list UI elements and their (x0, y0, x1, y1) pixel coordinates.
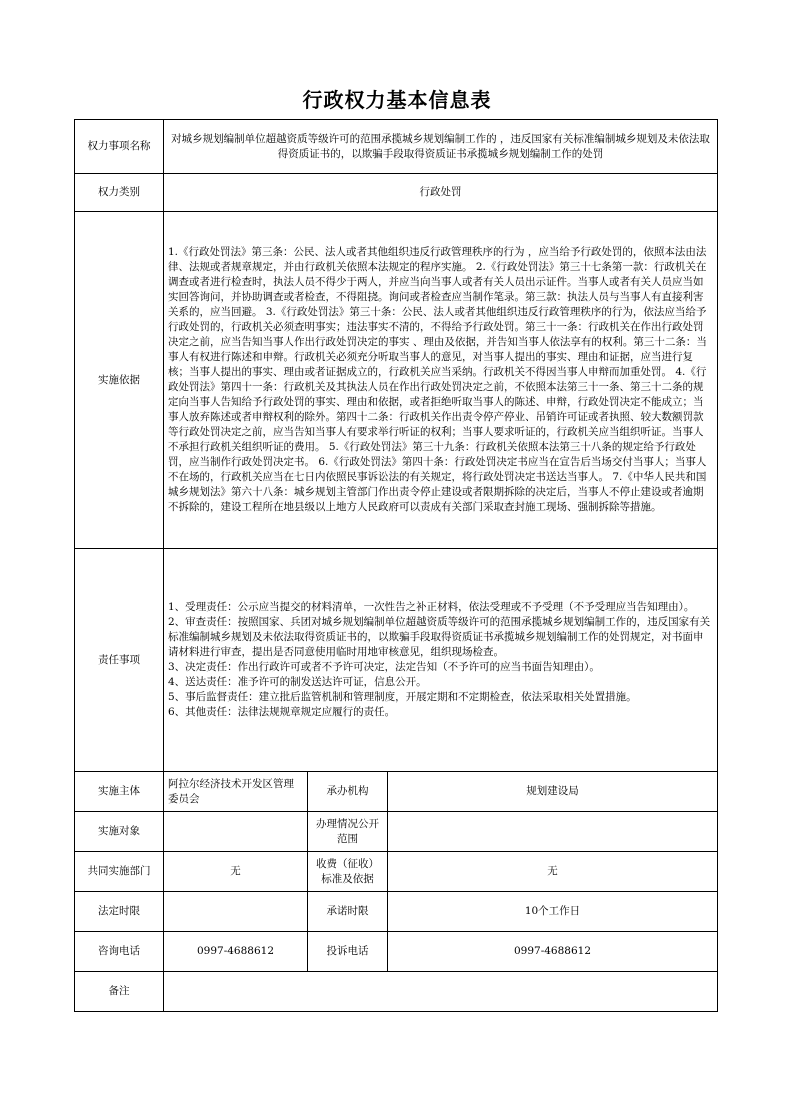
promise-label: 承诺时限 (308, 892, 388, 932)
page-title: 行政权力基本信息表 (302, 88, 492, 112)
row-subject (75, 772, 718, 812)
disclosure-value (388, 812, 718, 852)
target-label: 实施对象 (75, 812, 164, 852)
row-basis (75, 212, 718, 549)
row-target (75, 812, 718, 852)
promise-value: 10个工作日 (388, 892, 718, 932)
fee-value: 无 (388, 852, 718, 892)
joint-label: 共同实施部门 (75, 852, 164, 892)
row-joint (75, 852, 718, 892)
duties-label: 责任事项 (75, 549, 164, 772)
contact-phone: 0997-4688612 (164, 932, 308, 972)
duty-item: 5、事后监督责任：建立批后监管机制和管理制度，开展定期和不定期检查，依法采取相关处置措施。 (168, 691, 637, 703)
remark-value (164, 972, 718, 1012)
duty-item: 6、其他责任：法律法规规章规定应履行的责任。 (168, 706, 396, 718)
time-limit-label: 法定时限 (75, 892, 164, 932)
row-remark (75, 972, 718, 1012)
remark-label: 备注 (75, 972, 164, 1012)
subject-value: 阿拉尔经济技术开发区管理委员会 (164, 772, 308, 812)
fee-label: 收费（征收）标准及依据 (308, 852, 388, 892)
subject-label: 实施主体 (75, 772, 164, 812)
basis-value: 1.《行政处罚法》第三条：公民、法人或者其他组织违反行政管理秩序的行为 ，应当给予行政处罚的，依照本法由法律、法规或者规章规定，并由行政机关依照本法规定的程序实施。 2.《行政处罚法》第三十七条第一款：行政机关在调查或者进行检查时，执法人员不得少于两人，并应当向当事人或者有关人员出示证件。当事人或者有关人员应当如实回答询问，并协助调查或者检查，不得阻挠。询问或者检查应当制作笔录。第三款：执法人员与当事人有直接利害关系的，应当回避。 3.《行政处罚法》第三十条：公民、法人或者其他组织违反行政管理秩序的行为，依法应当给予行政处罚的，行政机关必须查明事实；违法事实不清的，不得给予行政处罚。第三十一条：行政机关在作出行政处罚决定之前，应当告知当事人作出行政处罚决定的事实 、理由及依据，并告知当事人依法享有的权利。第三十二条：当事人有权进行陈述和申辩。行政机关必须充分听取当事人的意见，对当事人提出的事实、理由和证据，应当进行复核；当事人提出的事实、理由或者证据成立的，行政机关应当采纳。行政机关不得因当事人申辩而加重处罚。 4.《行政处罚法》第四十一条：行政机关及其执法人员在作出行政处罚决定之前，不依照本法第三十一条、第三十二条的规定向当事人告知给予行政处罚的事实、理由和依据，或者拒绝听取当事人的陈述、申辩，行政处罚决定不能成立；当事人放弃陈述或者申辩权利的除外。第四十二条：行政机关作出责令停产停业、吊销许可证或者执照、较大数额罚款等行政处罚决定之前，应当告知当事人有要求举行听证的权利；当事人要求听证的，行政机关应当组织听证。当事人不承担行政机关组织听证的费用。 5.《行政处罚法》第三十九条：行政机关依照本法第三十八条的规定给予行政处罚，应当制作行政处罚决定书。 6.《行政处罚法》第四十条：行政处罚决定书应当在宣告后当场交付当事人；当事人不在场的，行政机关应当在七日内依照民事诉讼法的有关规定，将行政处罚决定书送达当事人。 7.《中华人民共和国城乡规划法》第六十八条：城乡规划主管部门作出责令停止建设或者限期拆除的决定后，当事人不停止建设或者逾期不拆除的，建设工程所在地县级以上地方人民政府可以责成有关部门采取查封施工现场、强制拆除等措施。 (164, 212, 718, 549)
contact-label: 咨询电话 (75, 932, 164, 972)
basis-label: 实施依据 (75, 212, 164, 549)
row-power-category (75, 174, 718, 212)
power-category-label: 权力类别 (75, 174, 164, 212)
row-power-name (75, 120, 718, 174)
time-limit-value (164, 892, 308, 932)
duty-item: 2、审查责任：按照国家、兵团对城乡规划编制单位超越资质等级许可的范围承揽城乡规划编制工作的，违反国家有关标准编制城乡规划及未依法取得资质证书的，以欺骗手段取得资质证书承揽城乡规划编制工作的处罚规定，对书面申请材料进行审查，提出是否同意使用临时用地审核意见，组织现场检查。 (168, 616, 711, 658)
org-label: 承办机构 (308, 772, 388, 812)
joint-value: 无 (164, 852, 308, 892)
duty-item: 3、决定责任：作出行政许可或者不予许可决定，法定告知（不予许可的应当书面告知理由）。 (168, 661, 600, 673)
duty-item: 1、受理责任：公示应当提交的材料清单，一次性告之补正材料，依法受理或不予受理（不予受理应当告知理由）。 (168, 601, 695, 613)
duty-item: 4、送达责任：准予许可的制发送达许可证，信息公开。 (168, 676, 427, 688)
duties-value (164, 549, 718, 772)
row-time-limit (75, 892, 718, 932)
power-category-value: 行政处罚 (164, 174, 718, 212)
info-table (74, 119, 718, 1012)
row-contact (75, 932, 718, 972)
complaint-phone: 0997-4688612 (388, 932, 718, 972)
power-name-value: 对城乡规划编制单位超越资质等级许可的范围承揽城乡规划编制工作的 ，违反国家有关标准编制城乡规划及未依法取得资质证书的，以欺骗手段取得资质证书承揽城乡规划编制工作的处罚 (164, 120, 718, 174)
power-name-label: 权力事项名称 (75, 120, 164, 174)
org-value: 规划建设局 (388, 772, 718, 812)
disclosure-label: 办理情况公开范围 (308, 812, 388, 852)
complaint-label: 投诉电话 (308, 932, 388, 972)
target-value (164, 812, 308, 852)
row-duties (75, 549, 718, 772)
